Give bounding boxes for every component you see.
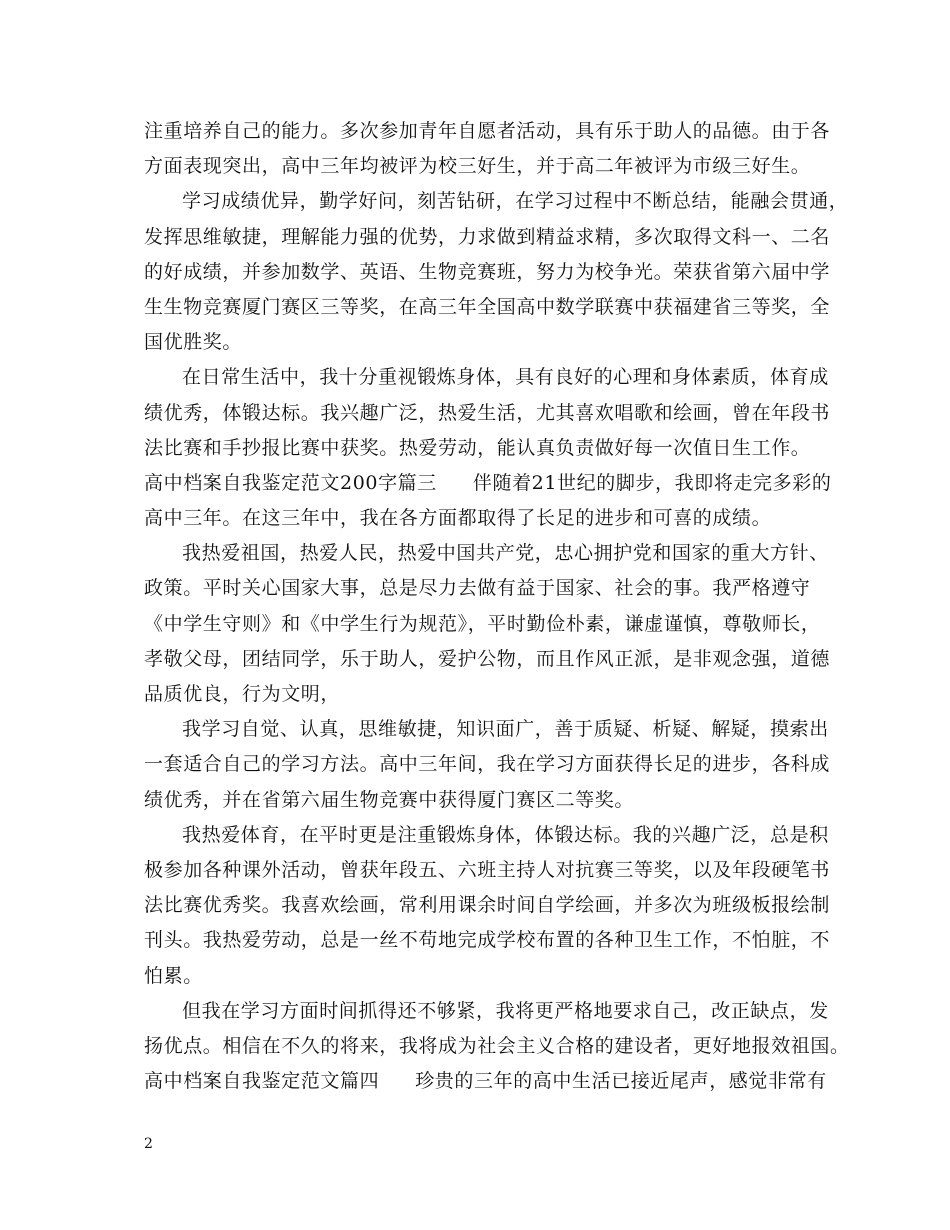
- section-heading: 高中档案自我鉴定范文篇四: [144, 1070, 380, 1093]
- text-line: 生生物竞赛厦门赛区三等奖，在高三年全国高中数学联赛中获福建省三等奖，全: [144, 295, 831, 318]
- section-heading-line: [144, 1064, 827, 1099]
- text-line: 高中三年。在这三年中，我在各方面都取得了长足的进步和可喜的成绩。: [144, 507, 772, 530]
- text-line: 注重培养自己的能力。多次参加青年自愿者活动，具有乐于助人的品德。由于各: [144, 120, 831, 142]
- text-line: 国优胜奖。: [144, 331, 243, 354]
- text-line: 绩优秀，体锻达标。我兴趣广泛，热爱生活，尤其喜欢唱歌和绘画，曾在年段书: [144, 401, 831, 424]
- text-line: 怕累。: [144, 964, 203, 987]
- text-line: 《中学生守则》和《中学生行为规范》，平时勤俭朴素，谦虚谨慎，尊敬师长，: [144, 612, 821, 635]
- text-line: 政策。平时关心国家大事，总是尽力去做有益于国家、社会的事。我严格遵守: [144, 577, 811, 600]
- page-number: 2: [144, 1136, 153, 1152]
- text-line: 学习成绩优异，勤学好问，刻苦钻研，在学习过程中不断总结，能融会贯通，: [182, 190, 849, 213]
- text-line: 但我在学习方面时间抓得还不够紧，我将更严格地要求自己，改正缺点，发: [182, 999, 829, 1022]
- document-body: [144, 114, 850, 1099]
- text-line: 极参加各种课外活动，曾获年段五、六班主持人对抗赛三等奖，以及年段硬笔书: [144, 858, 831, 881]
- text-line: 我热爱体育，在平时更是注重锻炼身体，体锻达标。我的兴趣广泛，总是积: [182, 823, 829, 846]
- text-line: 的好成绩，并参加数学、英语、生物竞赛班，努力为校争光。荣获省第六届中学: [144, 260, 831, 283]
- text-line: 法比赛优秀奖。我喜欢绘画，常利用课余时间自学绘画，并多次为班级板报绘制: [144, 894, 831, 917]
- section-heading: 高中档案自我鉴定范文200字篇三: [144, 471, 437, 494]
- text-line: 在日常生活中，我十分重视锻炼身体，具有良好的心理和身体素质，体育成: [182, 366, 829, 389]
- text-line: 绩优秀，并在省第六届生物竞赛中获得厦门赛区二等奖。: [144, 788, 635, 811]
- text-line: 扬优点。相信在不久的将来，我将成为社会主义合格的建设者，更好地报效祖国。: [144, 1034, 850, 1057]
- text-line: 一套适合自己的学习方法。高中三年间，我在学习方面获得长足的进步，各科成: [144, 753, 831, 776]
- text-line: 方面表现突出，高中三年均被评为校三好生，并于高二年被评为市级三好生。: [144, 155, 811, 178]
- text-line: 发挥思维敏捷，理解能力强的优势，力求做到精益求精，多次取得文科一、二名: [144, 225, 831, 248]
- section-heading-line: [144, 466, 832, 501]
- section-intro-text: 伴随着21世纪的脚步，我即将走完多彩的: [472, 471, 832, 494]
- section-intro-text: 珍贵的三年的高中生活已接近尾声，感觉非常有: [415, 1070, 827, 1093]
- text-line: 刊头。我热爱劳动，总是一丝不苟地完成学校布置的各种卫生工作，不怕脏，不: [144, 929, 831, 952]
- text-line: 品质优良，行为文明，: [144, 683, 341, 705]
- text-line: 孝敬父母，团结同学，乐于助人，爱护公物，而且作风正派，是非观念强，道德: [144, 647, 831, 670]
- text-line: 法比赛和手抄报比赛中获奖。热爱劳动，能认真负责做好每一次值日生工作。: [144, 436, 811, 459]
- text-line: 我热爱祖国，热爱人民，热爱中国共产党，忠心拥护党和国家的重大方针、: [182, 542, 829, 565]
- text-line: 我学习自觉、认真，思维敏捷，知识面广，善于质疑、析疑、解疑，摸索出: [182, 718, 829, 741]
